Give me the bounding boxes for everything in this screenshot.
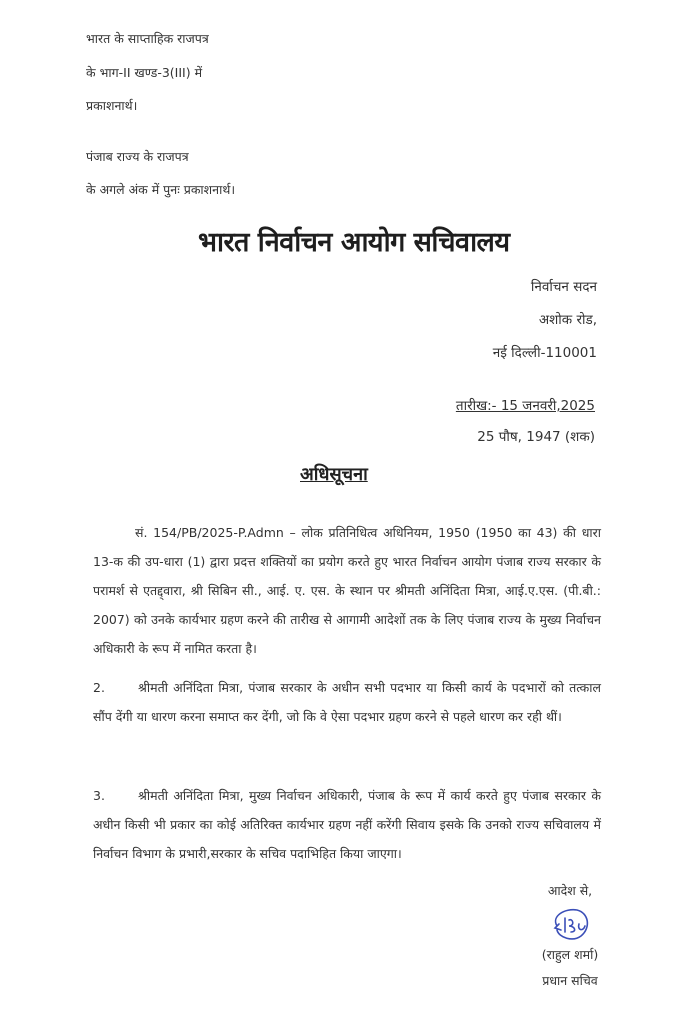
paragraph-1 [93,518,601,663]
notification-date: तारीख:- 15 जनवरी,2025 [455,398,595,414]
by-order-text: आदेश से, [547,883,593,898]
signatory-name: (राहुल शर्मा) [541,947,599,962]
address-line-3: नई दिल्ली-110001 [492,345,597,361]
gazette-note-line-3: प्रकाशनार्थ। [86,98,138,113]
paragraph-2 [93,673,601,731]
signature-block [520,878,620,994]
paragraph-1-text: सं. 154/PB/2025-P.Admn – लोक प्रतिनिधित्व अधिनियम, 1950 (1950 का 43) की धारा 13-क की उप-धारा (1) द्वारा प्रदत्त शक्तियों का प्रयोग करते हुए भारत निर्वाचन आयोग पंजाब राज्य सरकार के परामर्श से एतद्द्वारा, श्री सिबिन सी., आई. ए. एस. के स्थान पर श्रीमती अनिंदिता मित्रा, आई.ए.एस. (पी.बी.: 2007) को उनके कार्यभार ग्रहण करने की तारीख से आगामी आदेशों तक के लिए पंजाब राज्य के मुख्य निर्वाचन अधिकारी के रूप में नामित करता है। [93,525,601,656]
punjab-gazette-note-line-1: पंजाब राज्य के राजपत्र [86,149,189,164]
paragraph-2-text: श्रीमती अनिंदिता मित्रा, पंजाब सरकार के अधीन सभी पदभार या किसी कार्य के पदभारों को तत्काल सौंप देंगी या धारण करना समाप्त कर देंगी, जो कि वे ऐसा पदभार ग्रहण करने से पहले धारण कर रही थीं। [93,680,601,724]
paragraph-2-number: 2. [93,680,105,695]
address-line-2: अशोक रोड, [538,312,597,328]
letterhead-title: भारत निर्वाचन आयोग सचिवालय [198,227,510,258]
paragraph-3-number: 3. [93,788,105,803]
paragraph-3-text: श्रीमती अनिंदिता मित्रा, मुख्य निर्वाचन अधिकारी, पंजाब के रूप में कार्य करते हुए पंजाब सरकार के अधीन किसी भी प्रकार का कोई अतिरिक्त कार्यभार ग्रहण नहीं करेंगी सिवाय इसके कि उनको राज्य सचिवालय में निर्वाचन विभाग के प्रभारी,सरकार के सचिव पदाभिहित किया जाएगा। [93,788,601,861]
handwritten-signature-icon [547,906,593,942]
paragraph-3 [93,781,601,868]
address-line-1: निर्वाचन सदन [530,279,597,295]
notification-heading: अधिसूचना [300,464,368,485]
signatory-designation: प्रधान सचिव [542,973,598,988]
punjab-gazette-note-line-2: के अगले अंक में पुनः प्रकाशनार्थ। [86,182,236,197]
gazette-note-line-1: भारत के साप्ताहिक राजपत्र [86,31,209,46]
saka-date: 25 पौष, 1947 (शक) [477,429,595,445]
gazette-note-line-2: के भाग-II खण्ड-3(III) में [86,65,203,80]
